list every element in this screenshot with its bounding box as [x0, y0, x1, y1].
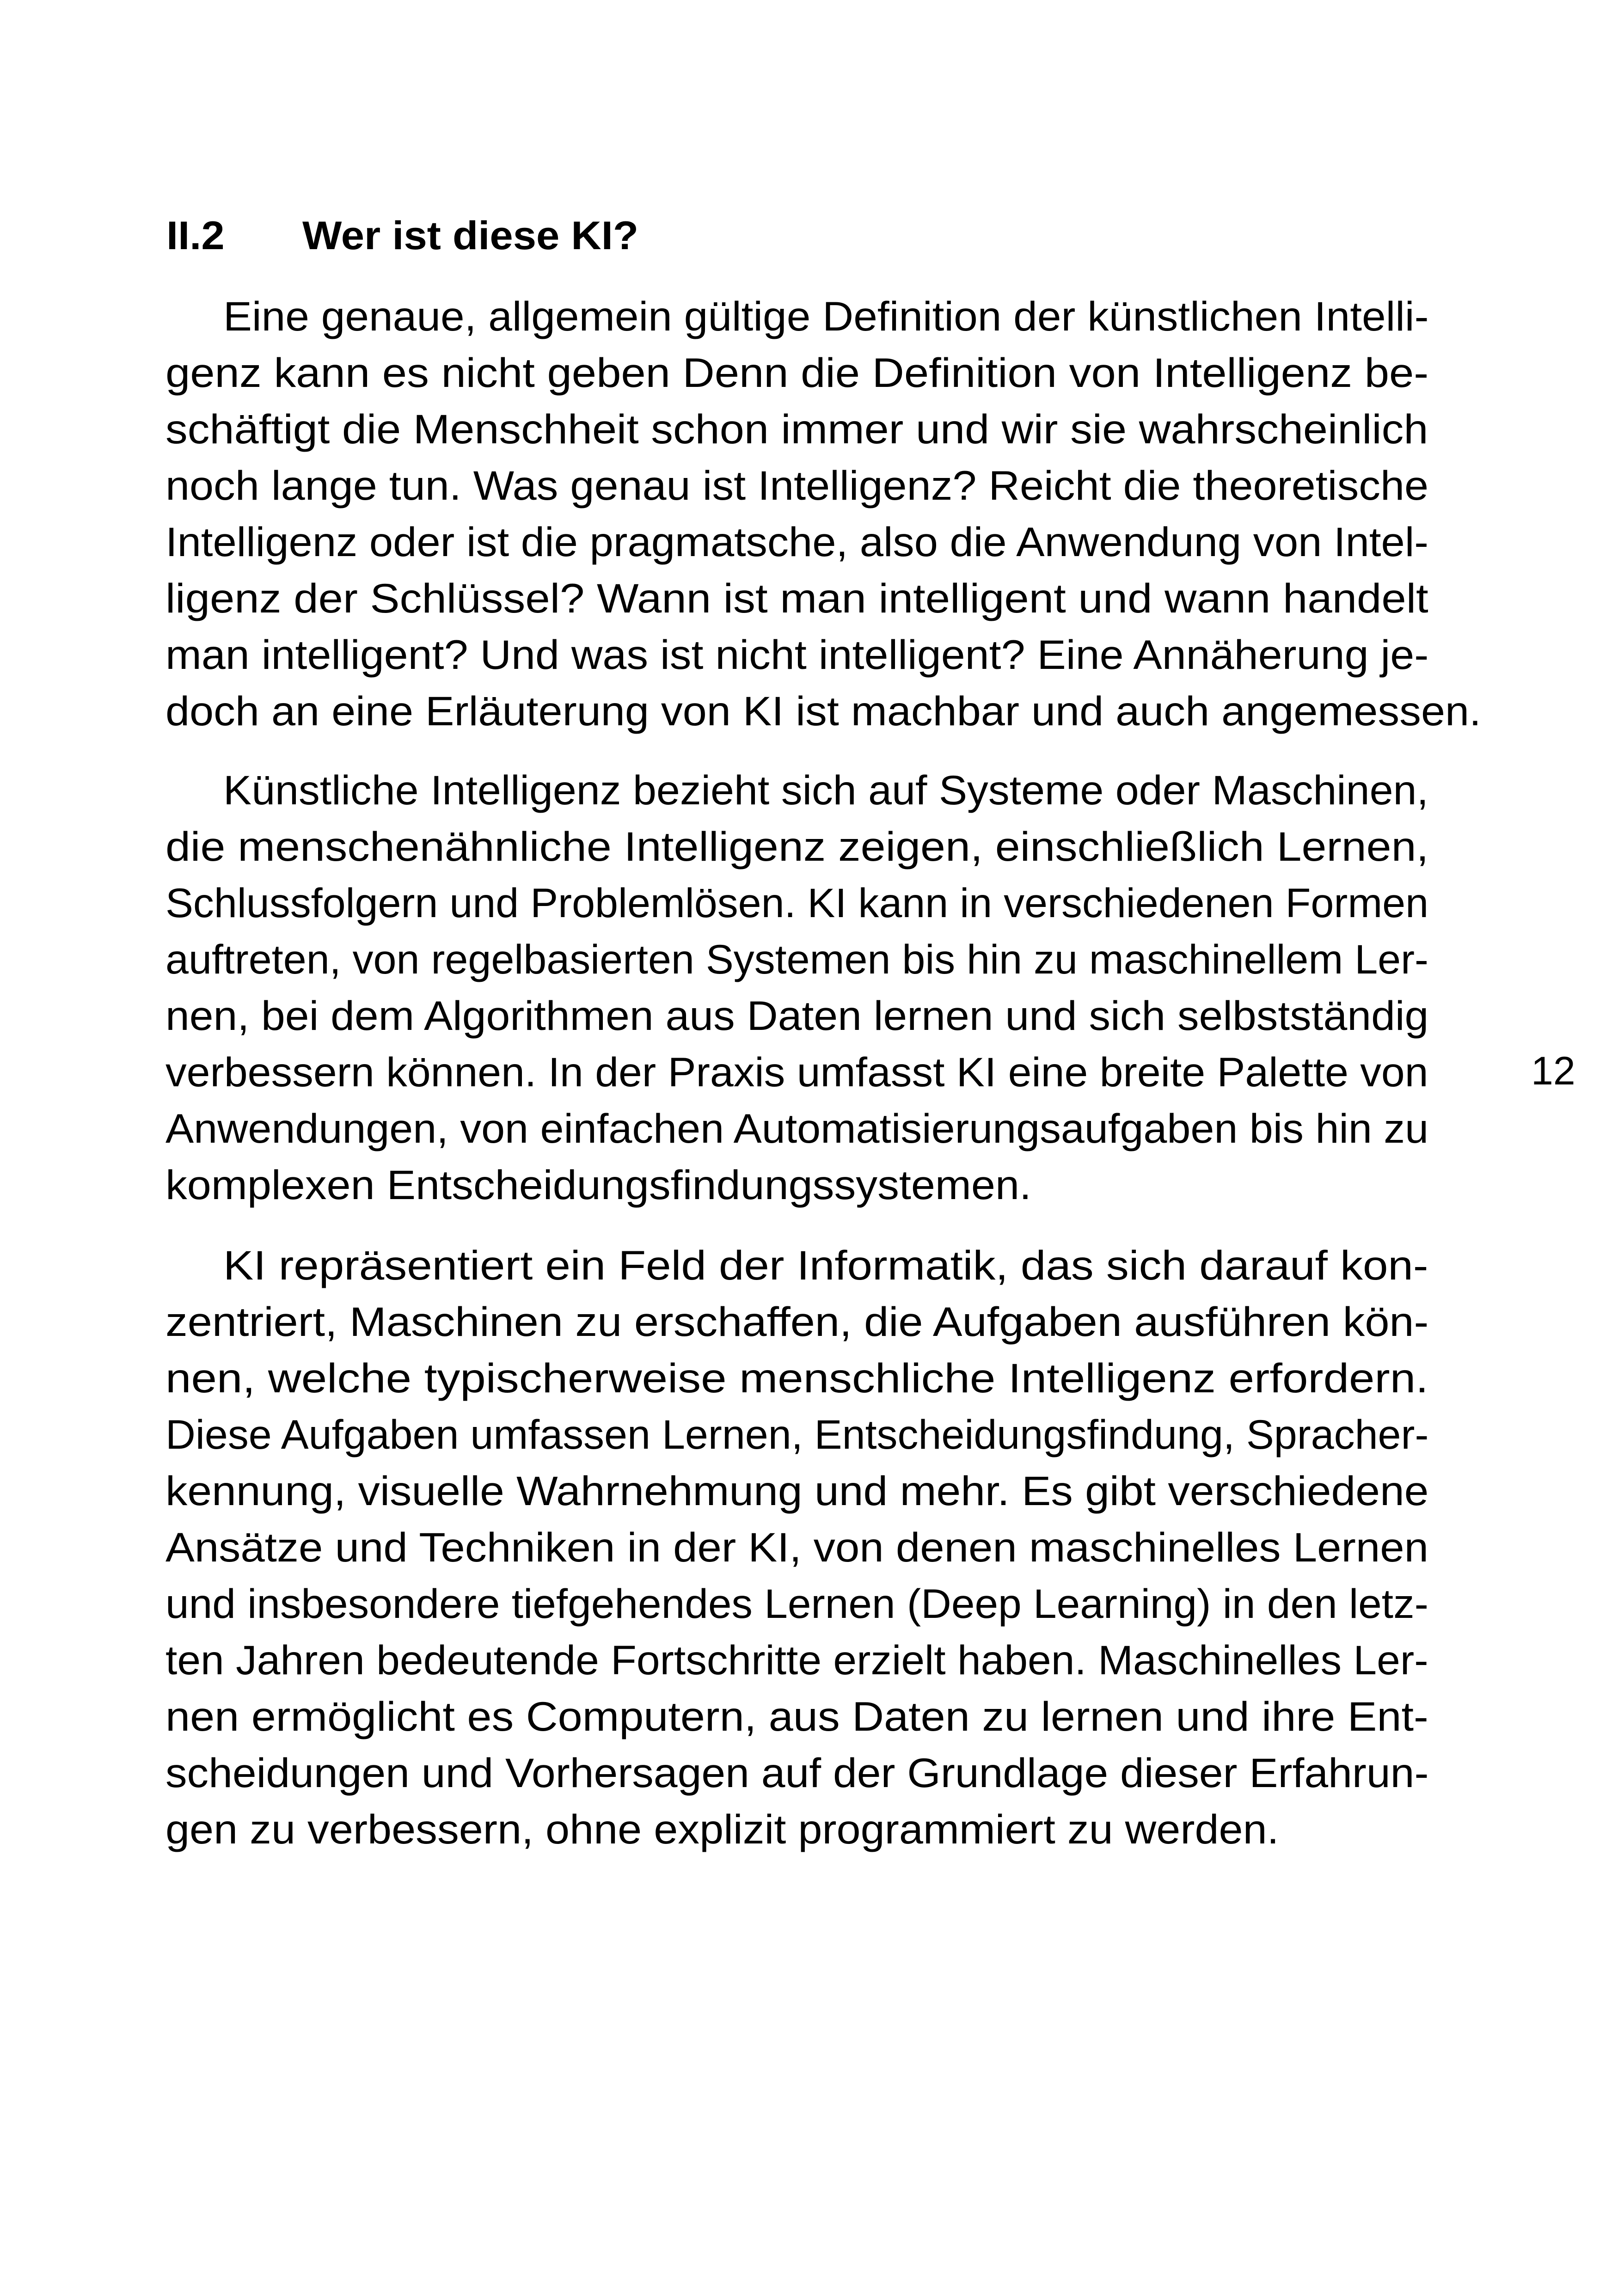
text-line: zentriert, Maschinen zu erschaffen, die Aufgaben ausführen kön- [165, 1298, 1429, 1345]
section-number: II.2 [166, 214, 225, 258]
page-number: 12 [1531, 1049, 1575, 1093]
text-line: Diese Aufgaben umfassen Lernen, Entscheidungsfindung, Spracher- [165, 1411, 1429, 1457]
text-line: auftreten, von regelbasierten Systemen bis hin zu maschinellem Ler- [165, 936, 1428, 982]
text-line: nen, welche typischerweise menschliche Intelligenz erfordern. [165, 1355, 1428, 1401]
text-line: die menschenähnliche Intelligenz zeigen, einschließlich Lernen, [165, 823, 1429, 869]
text-line: Ansätze und Techniken in der KI, von denen maschinelles Lernen [165, 1524, 1429, 1570]
text-line: Intelligenz oder ist die pragmatsche, also die Anwendung von Intel- [165, 519, 1429, 565]
text-line: Schlussfolgern und Problemlösen. KI kann in verschiedenen Formen [165, 880, 1429, 926]
text-line: man intelligent? Und was ist nicht intelligent? Eine Annäherung je- [165, 631, 1429, 678]
text-line: doch an eine Erläuterung von KI ist machbar und auch angemessen. [165, 688, 1482, 734]
text-line: KI repräsentiert ein Feld der Informatik, das sich darauf kon- [223, 1242, 1428, 1288]
text-line: verbessern können. In der Praxis umfasst KI eine breite Palette von [165, 1049, 1428, 1095]
text-line: und insbesondere tiefgehendes Lernen (Deep Learning) in den letz- [165, 1580, 1428, 1627]
section-title: Wer ist diese KI? [302, 214, 639, 258]
text-line: nen, bei dem Algorithmen aus Daten lernen und sich selbstständig [165, 992, 1429, 1039]
text-line: schäftigt die Menschheit schon immer und wir sie wahrscheinlich [165, 406, 1428, 452]
text-line: ligenz der Schlüssel? Wann ist man intelligent und wann handelt [165, 575, 1428, 621]
text-line: ten Jahren bedeutende Fortschritte erzielt haben. Maschinelles Ler- [165, 1637, 1428, 1683]
text-line: noch lange tun. Was genau ist Intelligenz? Reicht die theoretische [165, 462, 1429, 508]
text-line: scheidungen und Vorhersagen auf der Grundlage dieser Erfahrun- [165, 1750, 1429, 1796]
text-line: nen ermöglicht es Computern, aus Daten zu lernen und ihre Ent- [165, 1693, 1428, 1739]
text-line: genz kann es nicht geben Denn die Definition von Intelligenz be- [165, 349, 1429, 396]
text-line: Künstliche Intelligenz bezieht sich auf Systeme oder Maschinen, [223, 767, 1428, 813]
text-line: Anwendungen, von einfachen Automatisierungsaufgaben bis hin zu [165, 1105, 1429, 1151]
text-line: komplexen Entscheidungsfindungssystemen. [165, 1162, 1032, 1208]
text-line: Eine genaue, allgemein gültige Definition der künstlichen Intelli- [223, 293, 1429, 339]
text-line: kennung, visuelle Wahrnehmung und mehr. Es gibt verschiedene [165, 1468, 1429, 1514]
text-line: gen zu verbessern, ohne explizit programmiert zu werden. [165, 1806, 1279, 1852]
